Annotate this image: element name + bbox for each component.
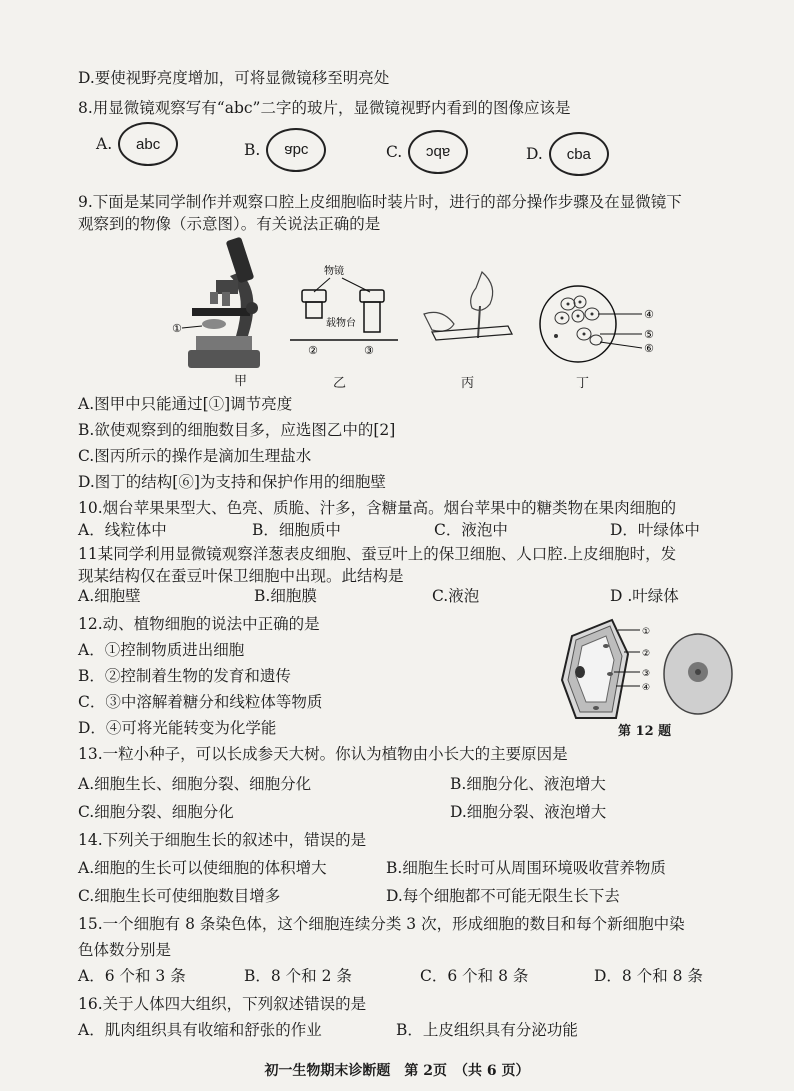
q16-option-a: A．肌肉组织具有收缩和舒张的作业 xyxy=(78,1021,322,1039)
q9-figure-yi-objectives xyxy=(290,262,400,362)
q9-label-3: ③ xyxy=(364,344,374,357)
q11-stem-line2: 现某结构仅在蚕豆叶保卫细胞中出现。此结构是 xyxy=(78,567,404,585)
q12-option-a: A．①控制物质进出细胞 xyxy=(78,641,245,659)
q15-option-d: D．8 个和 8 条 xyxy=(594,967,703,985)
q9-option-c: C.图丙所示的操作是滴加生理盐水 xyxy=(78,447,312,465)
q12-figure-cells xyxy=(558,616,734,722)
q9-label-2: ② xyxy=(308,344,318,357)
q11-option-a: A.细胞壁 xyxy=(78,587,141,605)
q10-option-b: B．细胞质中 xyxy=(252,521,341,539)
q8-option-a-image xyxy=(118,122,178,166)
q12-option-b: B．②控制着生物的发育和遗传 xyxy=(78,667,291,685)
q12-figure-caption: 第 12 题 xyxy=(618,724,672,739)
q9-option-a: A.图甲中只能通过[①]调节亮度 xyxy=(78,395,293,413)
q9-figure-jia-label: 甲 xyxy=(234,374,248,389)
q8-option-c-text: abc xyxy=(426,143,451,161)
q8-option-a xyxy=(96,122,178,166)
q13-option-a: A.细胞生长、细胞分裂、细胞分化 xyxy=(78,775,312,793)
q9-figure-ding-label: 丁 xyxy=(576,376,590,391)
q15-option-c: C．6 个和 8 条 xyxy=(420,967,529,985)
q8-option-d xyxy=(526,132,609,176)
q11-option-c: C.液泡 xyxy=(432,587,480,605)
q9-figure-bing-label: 丙 xyxy=(461,376,475,391)
q9-figure-bing-dropper xyxy=(412,268,522,358)
q16-stem: 16.关于人体四大组织，下列叙述错误的是 xyxy=(78,995,367,1013)
q9-label-4: ④ xyxy=(644,308,654,321)
q16-option-b: B．上皮组织具有分泌功能 xyxy=(396,1021,578,1039)
q8-option-c xyxy=(386,130,468,174)
q11-option-d: D .叶绿体 xyxy=(610,587,679,605)
page-footer: 初一生物期末诊断题 第 2页 （共 6 页） xyxy=(264,1063,530,1079)
q8-option-d-image xyxy=(549,132,609,176)
q9-stem-line1: 9.下面是某同学制作并观察口腔上皮细胞临时装片时，进行的部分操作步骤及在显微镜下 xyxy=(78,193,682,211)
q10-option-a: A．线粒体中 xyxy=(78,521,167,539)
q14-option-a: A.细胞的生长可以使细胞的体积增大 xyxy=(78,859,327,877)
q8-stem: 8.用显微镜观察写有“abc”二字的玻片，显微镜视野内看到的图像应该是 xyxy=(78,99,571,117)
q15-stem-line1: 15.一个细胞有 8 条染色体，这个细胞连续分类 3 次，形成细胞的数目和每个新细胞中染 xyxy=(78,915,685,933)
q14-option-b: B.细胞生长时可从周围环境吸收营养物质 xyxy=(386,859,666,877)
q8-option-c-label: C. xyxy=(386,143,403,161)
q8-option-b-label: B. xyxy=(244,141,261,159)
q12-label-4: ④ xyxy=(642,683,651,693)
q14-option-c: C.细胞生长可使细胞数目增多 xyxy=(78,887,281,905)
q9-label-stage: 载物台 xyxy=(326,318,356,329)
q9-figure-yi-label: 乙 xyxy=(333,376,347,391)
q13-option-c: C.细胞分裂、细胞分化 xyxy=(78,803,234,821)
q8-option-b xyxy=(244,128,326,172)
q13-stem: 13.一粒小种子，可以长成参天大树。你认为植物由小长大的主要原因是 xyxy=(78,745,568,763)
q8-option-a-text: abc xyxy=(136,135,161,153)
q13-option-d: D.细胞分裂、液泡增大 xyxy=(450,803,607,821)
q14-stem: 14.下列关于细胞生长的叙述中，错误的是 xyxy=(78,831,367,849)
q10-stem: 10.烟台苹果果型大、色亮、质脆、汁多，含糖量高。烟台苹果中的糖类物在果肉细胞的 xyxy=(78,499,677,517)
q8-option-d-label: D. xyxy=(526,145,543,163)
q15-option-b: B．8 个和 2 条 xyxy=(244,967,352,985)
q9-figure-jia-microscope xyxy=(170,232,280,372)
q10-option-d: D．叶绿体中 xyxy=(610,521,700,539)
q15-option-a: A．6 个和 3 条 xyxy=(78,967,186,985)
q12-label-3: ③ xyxy=(642,669,651,679)
q15-stem-line2: 色体数分别是 xyxy=(78,941,172,959)
q14-option-d: D.每个细胞都不可能无限生长下去 xyxy=(386,887,620,905)
q9-label-1: ① xyxy=(172,322,182,335)
q8-option-d-text: cba xyxy=(566,145,591,163)
q9-label-6: ⑥ xyxy=(644,342,654,355)
q7-option-d: D.要使视野亮度增加，可将显微镜移至明亮处 xyxy=(78,69,390,87)
q11-option-b: B.细胞膜 xyxy=(254,587,317,605)
q8-option-b-image xyxy=(266,128,326,172)
q10-option-c: C．液泡中 xyxy=(434,521,508,539)
q8-option-c-image xyxy=(408,130,468,174)
q13-option-b: B.细胞分化、液泡增大 xyxy=(450,775,606,793)
q9-label-5: ⑤ xyxy=(644,328,654,341)
q9-option-d: D.图丁的结构[⑥]为支持和保护作用的细胞壁 xyxy=(78,473,386,491)
q12-stem: 12.动、植物细胞的说法中正确的是 xyxy=(78,615,320,633)
q9-label-objective: 物镜 xyxy=(324,266,344,277)
q8-option-b-text: abc xyxy=(284,141,309,159)
q11-stem-line1: 11某同学利用显微镜观察洋葱表皮细胞、蚕豆叶上的保卫细胞、人口腔.上皮细胞时，发 xyxy=(78,545,677,563)
q8-option-a-label: A. xyxy=(96,135,113,153)
q12-option-d: D．④可将光能转变为化学能 xyxy=(78,719,277,737)
q9-stem-line2: 观察到的物像（示意图）。有关说法正确的是 xyxy=(78,215,381,233)
q9-figure-ding-cells xyxy=(538,284,668,370)
q12-label-2: ② xyxy=(642,649,651,659)
q12-label-1: ① xyxy=(642,627,651,637)
q12-option-c: C．③中溶解着糖分和线粒体等物质 xyxy=(78,693,323,711)
q9-option-b: B.欲使观察到的细胞数目多，应选图乙中的[2] xyxy=(78,421,396,439)
